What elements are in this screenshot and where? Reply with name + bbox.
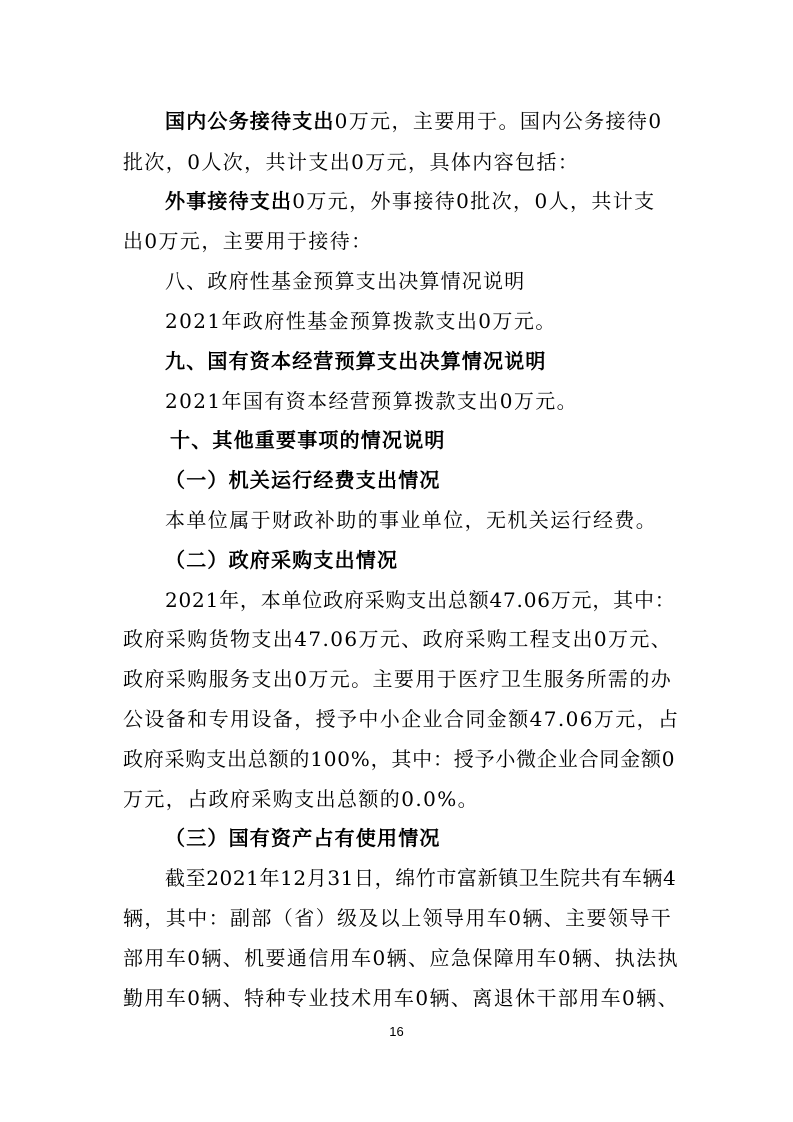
text-line: 公设备和专用设备，授予中小企业合同金额47.06万元，占 [123,707,680,731]
text-domestic-reception: 0万元，主要用于。国内公务接待0 [334,109,663,133]
section-heading-8: 八、政府性基金预算支出决算情况说明 [165,269,526,293]
page-number: 16 [389,1024,404,1039]
paragraph-foreign-reception [165,189,656,213]
text-line: 政府采购支出总额的100%，其中：授予小微企业合同金额0 [123,747,676,771]
term-foreign-reception: 外事接待支出 [165,189,293,213]
text-foreign-reception: 0万元，外事接待0批次，0人，共计支 [292,189,656,213]
text-line: 2021年，本单位政府采购支出总额47.06万元，其中： [165,588,676,612]
section-heading-10: 十、其他重要事项的情况说明 [170,428,446,452]
subsection-heading-3: （三）国有资产占有使用情况 [165,826,441,850]
subsection-heading-1: （一）机关运行经费支出情况 [165,468,441,492]
section-heading-9: 九、国有资本经营预算支出决算情况说明 [165,349,547,373]
text-line: 批次，0人次，共计支出0万元，具体内容包括： [123,150,580,174]
paragraph-domestic-reception [165,109,662,133]
text-line: 万元，占政府采购支出总额的0.0%。 [123,787,480,811]
text-line: 出0万元，主要用于接待： [123,229,373,253]
text-line: 辆，其中：副部（省）级及以上领导用车0辆、主要领导干 [123,906,673,930]
text-line: 2021年政府性基金预算拨款支出0万元。 [165,309,557,333]
text-line: 政府采购货物支出47.06万元、政府采购工程支出0万元、 [123,627,673,651]
subsection-heading-2: （二）政府采购支出情况 [165,548,399,572]
text-line: 部用车0辆、机要通信用车0辆、应急保障用车0辆、执法执 [123,946,679,970]
text-line: 政府采购服务支出0万元。主要用于医疗卫生服务所需的办 [123,667,673,691]
text-line: 截至2021年12月31日，绵竹市富新镇卫生院共有车辆4 [165,866,677,890]
text-line: 本单位属于财政补助的事业单位，无机关运行经费。 [165,508,658,532]
text-line: 勤用车0辆、特种专业技术用车0辆、离退休干部用车0辆、 [123,986,679,1010]
text-line: 2021年国有资本经营预算拨款支出0万元。 [165,389,579,413]
term-domestic-reception: 国内公务接待支出 [165,109,335,133]
